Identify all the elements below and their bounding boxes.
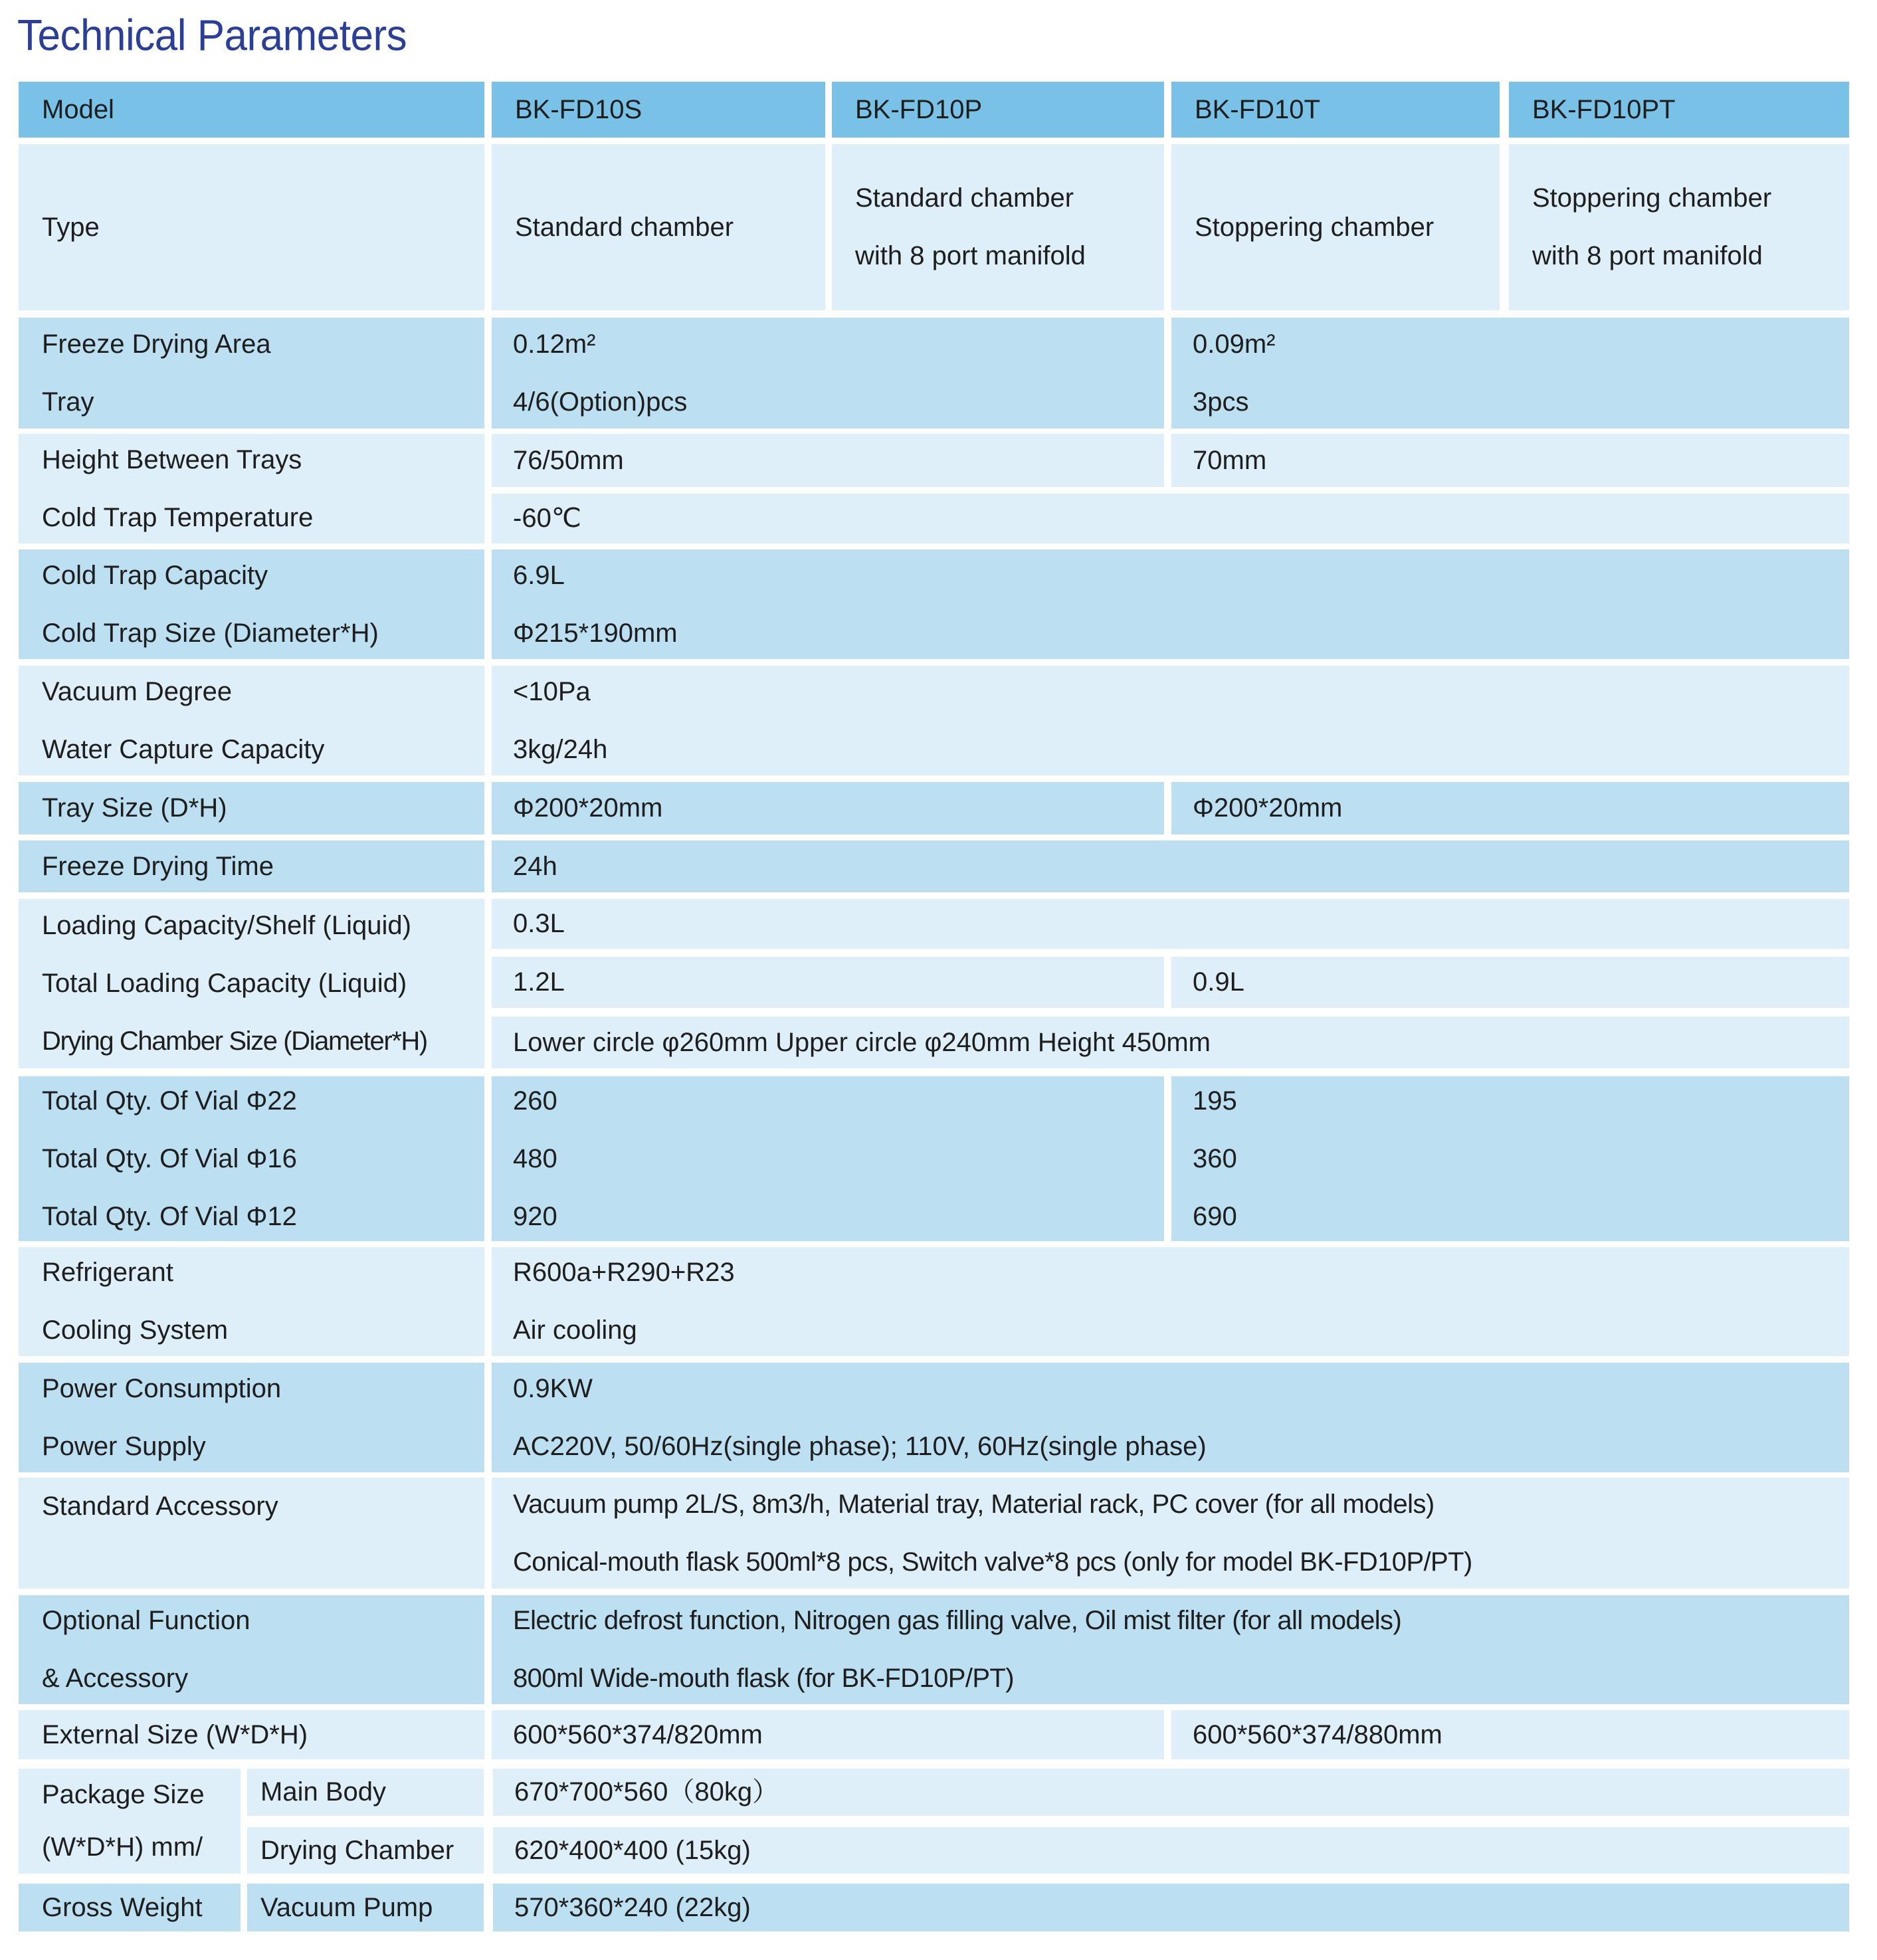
label-text: Gross Weight bbox=[42, 1893, 203, 1922]
value-text: 70mm bbox=[1193, 446, 1267, 475]
value-text: 600*560*374/820mm bbox=[513, 1720, 763, 1749]
label-text: Total Loading Capacity (Liquid) bbox=[42, 969, 407, 998]
optional-function-values bbox=[492, 1595, 1849, 1704]
model-name: BK-FD10S bbox=[515, 94, 642, 124]
label-text: Cooling System bbox=[42, 1316, 229, 1345]
value-text: 1.2L bbox=[513, 967, 565, 997]
label-text: Cold Trap Capacity bbox=[42, 560, 268, 590]
standard-accessory-values bbox=[492, 1478, 1849, 1589]
label-text: Total Qty. Of Vial Φ12 bbox=[42, 1201, 297, 1231]
package-drying-chamber-value bbox=[493, 1827, 1849, 1874]
label-text: External Size (W*D*H) bbox=[42, 1720, 308, 1749]
model-name: BK-FD10T bbox=[1195, 94, 1320, 124]
value-text: Stoppering chamber bbox=[1532, 183, 1772, 213]
value-text: Φ200*20mm bbox=[513, 793, 663, 823]
label-text: Total Qty. Of Vial Φ22 bbox=[42, 1086, 297, 1116]
package-drying-chamber-label bbox=[247, 1827, 484, 1874]
label-text: (W*D*H) mm/ bbox=[42, 1832, 203, 1862]
row-label-height-cold-trap-temp bbox=[19, 434, 484, 543]
value-text: 0.9L bbox=[1193, 967, 1244, 997]
value-text: 0.09m² bbox=[1193, 329, 1276, 359]
label-text: Tray Size (D*H) bbox=[42, 793, 227, 823]
value-text: 0.9KW bbox=[513, 1373, 593, 1403]
external-size-t-pt bbox=[1171, 1710, 1849, 1759]
label-text: Cold Trap Temperature bbox=[42, 502, 314, 532]
cold-trap-values bbox=[492, 549, 1849, 659]
label-text: Loading Capacity/Shelf (Liquid) bbox=[42, 911, 411, 940]
header-model-bk-fd10pt bbox=[1509, 82, 1849, 138]
page-title: Technical Parameters bbox=[17, 11, 407, 60]
value-text: R600a+R290+R23 bbox=[513, 1258, 735, 1287]
type-bk-fd10p bbox=[832, 144, 1164, 310]
total-loading-capacity-s-p bbox=[492, 957, 1164, 1008]
value-text: Vacuum pump 2L/S, 8m3/h, Material tray, Material rack, PC cover (for all models) bbox=[513, 1489, 1434, 1519]
freeze-drying-time-value bbox=[492, 840, 1849, 892]
value-text: Φ200*20mm bbox=[1193, 793, 1343, 823]
header-model-bk-fd10s bbox=[492, 82, 825, 138]
value-text: 570*360*240 (22kg) bbox=[514, 1893, 751, 1922]
value-text: Standard chamber bbox=[515, 212, 734, 242]
row-label-loading-group bbox=[19, 899, 484, 1068]
label-text: Drying Chamber bbox=[260, 1836, 454, 1865]
tray-size-t-pt bbox=[1171, 782, 1849, 834]
value-text: 800ml Wide-mouth flask (for BK-FD10P/PT) bbox=[513, 1664, 1014, 1693]
header-model-bk-fd10p bbox=[832, 82, 1164, 138]
row-label-cold-trap bbox=[19, 549, 484, 659]
row-label-vials bbox=[19, 1076, 484, 1241]
model-name: BK-FD10P bbox=[855, 94, 983, 124]
row-label-optional-function bbox=[19, 1595, 484, 1704]
value-text: 76/50mm bbox=[513, 446, 624, 475]
value-text: Lower circle φ260mm Upper circle φ240mm Height 450mm bbox=[513, 1028, 1211, 1057]
value-text: 260 bbox=[513, 1086, 557, 1116]
drying-chamber-size-value bbox=[492, 1017, 1849, 1068]
value-text: 0.12m² bbox=[513, 329, 596, 359]
label-text: Freeze Drying Area bbox=[42, 329, 271, 359]
value-text: 0.3L bbox=[513, 909, 565, 938]
vials-s-p bbox=[492, 1076, 1164, 1241]
value-text: 480 bbox=[513, 1143, 557, 1173]
tray-size-s-p bbox=[492, 782, 1164, 834]
value-text: 4/6(Option)pcs bbox=[513, 387, 688, 417]
value-text: 360 bbox=[1193, 1143, 1237, 1173]
value-text: Standard chamber bbox=[855, 183, 1074, 213]
label-text: Optional Function bbox=[42, 1606, 250, 1635]
header-model-bk-fd10t bbox=[1171, 82, 1500, 138]
label-text: Height Between Trays bbox=[42, 444, 302, 474]
type-bk-fd10s bbox=[492, 144, 825, 310]
value-text: Conical-mouth flask 500ml*8 pcs, Switch valve*8 pcs (only for model BK-FD10P/PT) bbox=[513, 1547, 1472, 1577]
value-text: 920 bbox=[513, 1201, 557, 1231]
label-text: Drying Chamber Size (Diameter*H) bbox=[42, 1027, 427, 1056]
value-text: 3kg/24h bbox=[513, 734, 608, 764]
gross-weight-vacuum-pump-label bbox=[247, 1884, 484, 1931]
model-name: BK-FD10PT bbox=[1532, 94, 1676, 124]
value-text: -60℃ bbox=[513, 504, 581, 533]
type-bk-fd10pt bbox=[1509, 144, 1849, 310]
package-main-body-value bbox=[493, 1769, 1849, 1816]
value-text: AC220V, 50/60Hz(single phase); 110V, 60Hz(single phase) bbox=[513, 1431, 1207, 1461]
loading-capacity-shelf-value bbox=[492, 899, 1849, 949]
label-text: Type bbox=[42, 212, 100, 242]
label-text: Water Capture Capacity bbox=[42, 734, 325, 764]
row-label-freeze-drying-time bbox=[19, 840, 484, 892]
value-text: <10Pa bbox=[513, 676, 591, 706]
label-text: Tray bbox=[42, 387, 94, 417]
row-label-freeze-drying-area-tray bbox=[19, 318, 484, 429]
row-label-package-size bbox=[19, 1769, 241, 1874]
label-text: Package Size bbox=[42, 1780, 205, 1809]
height-between-trays-s-p bbox=[492, 434, 1164, 487]
value-text: 620*400*400 (15kg) bbox=[514, 1836, 751, 1865]
value-text: 600*560*374/880mm bbox=[1193, 1720, 1442, 1749]
row-label-type bbox=[19, 144, 484, 310]
height-between-trays-t-pt bbox=[1171, 434, 1849, 487]
power-values bbox=[492, 1363, 1849, 1472]
package-main-body-label bbox=[247, 1769, 484, 1816]
label-text: Power Supply bbox=[42, 1431, 206, 1461]
gross-weight-vacuum-pump-value bbox=[493, 1884, 1849, 1931]
label-text: Freeze Drying Time bbox=[42, 852, 274, 881]
value-text: 24h bbox=[513, 852, 557, 881]
freeze-drying-area-tray-t-pt bbox=[1171, 318, 1849, 429]
value-text: with 8 port manifold bbox=[1532, 241, 1763, 270]
value-text: Electric defrost function, Nitrogen gas filling valve, Oil mist filter (for all models) bbox=[513, 1606, 1402, 1635]
vials-t-pt bbox=[1171, 1076, 1849, 1241]
row-label-refrigerant-cooling bbox=[19, 1247, 484, 1356]
header-label-text: Model bbox=[42, 94, 114, 124]
label-text: Refrigerant bbox=[42, 1258, 173, 1287]
vacuum-water-values bbox=[492, 666, 1849, 775]
row-label-standard-accessory bbox=[19, 1478, 484, 1589]
value-text: 195 bbox=[1193, 1086, 1237, 1116]
value-text: 3pcs bbox=[1193, 387, 1249, 417]
label-text: Total Qty. Of Vial Φ16 bbox=[42, 1143, 297, 1173]
label-text: Standard Accessory bbox=[42, 1492, 278, 1521]
value-text: Φ215*190mm bbox=[513, 618, 678, 648]
row-label-vacuum-water bbox=[19, 666, 484, 775]
value-text: 690 bbox=[1193, 1201, 1237, 1231]
row-label-gross-weight bbox=[19, 1884, 241, 1931]
label-text: Power Consumption bbox=[42, 1373, 282, 1403]
label-text: Main Body bbox=[260, 1777, 386, 1807]
label-text: Cold Trap Size (Diameter*H) bbox=[42, 618, 379, 648]
header-model-label bbox=[19, 82, 484, 138]
row-label-power bbox=[19, 1363, 484, 1472]
value-text: 670*700*560（80kg） bbox=[514, 1777, 779, 1807]
external-size-s-p bbox=[492, 1710, 1164, 1759]
cold-trap-temperature-value bbox=[492, 494, 1849, 543]
type-bk-fd10t bbox=[1171, 144, 1500, 310]
refrigerant-cooling-values bbox=[492, 1247, 1849, 1356]
value-text: 6.9L bbox=[513, 560, 565, 590]
row-label-external-size bbox=[19, 1710, 484, 1759]
value-text: Air cooling bbox=[513, 1316, 637, 1345]
freeze-drying-area-tray-s-p bbox=[492, 318, 1164, 429]
value-text: Stoppering chamber bbox=[1195, 212, 1434, 242]
value-text: with 8 port manifold bbox=[855, 241, 1086, 270]
label-text: Vacuum Degree bbox=[42, 676, 233, 706]
label-text: & Accessory bbox=[42, 1664, 189, 1693]
total-loading-capacity-t-pt bbox=[1171, 957, 1849, 1008]
row-label-tray-size bbox=[19, 782, 484, 834]
label-text: Vacuum Pump bbox=[260, 1893, 433, 1922]
